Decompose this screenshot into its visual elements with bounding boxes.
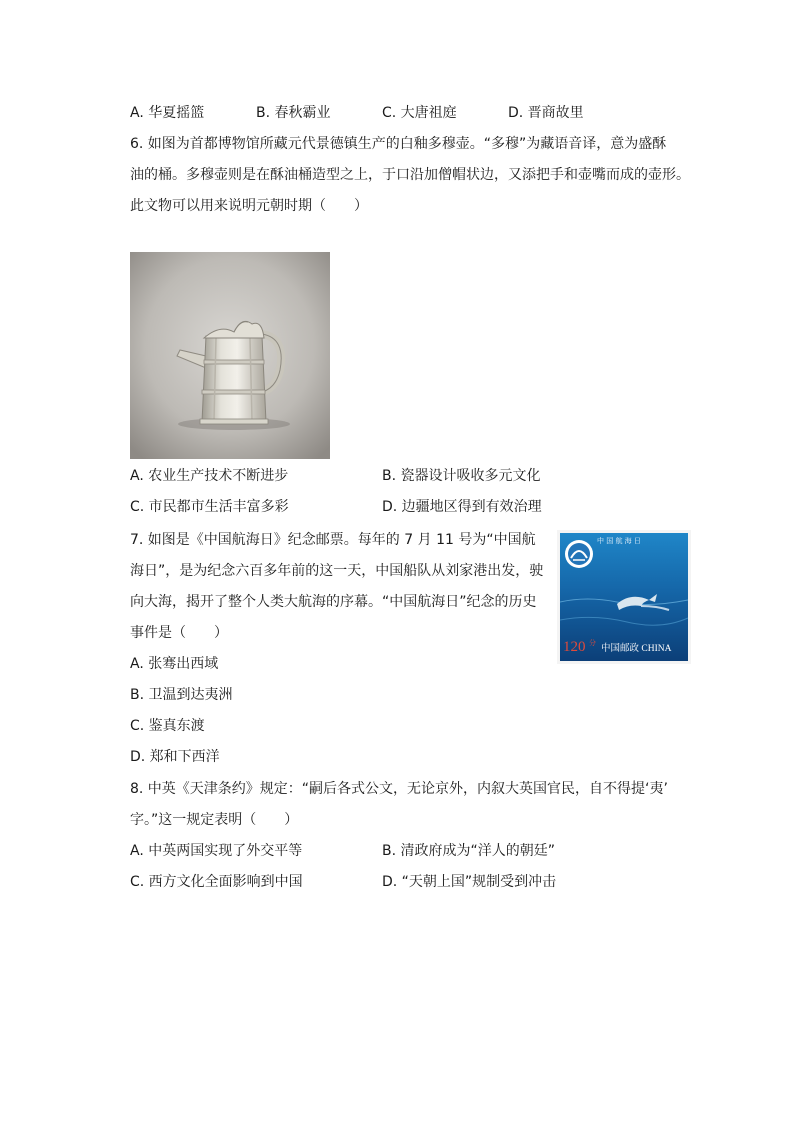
q5-option-c: C. 大唐祖庭	[382, 105, 457, 121]
q8-option-a: A. 中英两国实现了外交平等	[130, 843, 303, 859]
q8-stem-line-1: 8. 中英《天津条约》规定：“嗣后各式公文，无论京外，内叙大英国官民，自不得提‘夷’	[130, 781, 668, 797]
q8-option-b: B. 清政府成为“洋人的朝廷”	[382, 843, 556, 859]
q7-option-a: A. 张骞出西域	[130, 656, 219, 672]
stamp-denomination-unit: 分	[589, 639, 596, 647]
q7-option-b: B. 卫温到达夷洲	[130, 687, 233, 703]
q6-option-b: B. 瓷器设计吸收多元文化	[382, 468, 541, 484]
stamp-header: 中 国 航 海 日	[597, 537, 641, 545]
q6-option-a: A. 农业生产技术不断进步	[130, 468, 289, 484]
q7-stem-line-2: 海日”，是为纪念六百多年前的这一天，中国船队从刘家港出发，驶	[130, 563, 544, 579]
q5-option-d: D. 晋商故里	[508, 105, 584, 121]
q6-stem-line-3: 此文物可以用来说明元朝时期（ ）	[130, 198, 368, 214]
q6-option-c: C. 市民都市生活丰富多彩	[130, 499, 289, 515]
duomu-ewer-photo	[130, 252, 330, 459]
q5-option-a: A. 华夏摇篮	[130, 105, 205, 121]
q7-option-d: D. 郑和下西洋	[130, 749, 220, 765]
q5-option-b: B. 春秋霸业	[256, 105, 331, 121]
q7-stem-line-4: 事件是（ ）	[130, 625, 228, 641]
q6-option-d: D. 边疆地区得到有效治理	[382, 499, 542, 515]
q6-stem-line-2: 油的桶。多穆壶则是在酥油桶造型之上，于口沿加僧帽状边，又添把手和壶嘴而成的壶形。	[130, 167, 690, 183]
q7-stem-line-1: 7. 如图是《中国航海日》纪念邮票。每年的 7 月 11 号为“中国航	[130, 532, 536, 548]
q6-stem-line-1: 6. 如图为首都博物馆所藏元代景德镇生产的白釉多穆壶。“多穆”为藏语音译，意为盛酥	[130, 136, 667, 152]
q8-stem-line-2: 字。”这一规定表明（ ）	[130, 812, 299, 828]
q8-option-d: D. “天朝上国”规制受到冲击	[382, 874, 557, 890]
duomu-ewer-illustration	[130, 252, 330, 459]
navigation-day-stamp	[557, 530, 691, 664]
stamp-denomination: 120	[563, 639, 586, 655]
q7-stem-line-3: 向大海，揭开了整个人类大航海的序幕。“中国航海日”纪念的历史	[130, 594, 537, 610]
q7-option-c: C. 鉴真东渡	[130, 718, 205, 734]
stamp-postal-mark: 中国邮政 CHINA	[601, 644, 672, 654]
q8-option-c: C. 西方文化全面影响到中国	[130, 874, 303, 890]
